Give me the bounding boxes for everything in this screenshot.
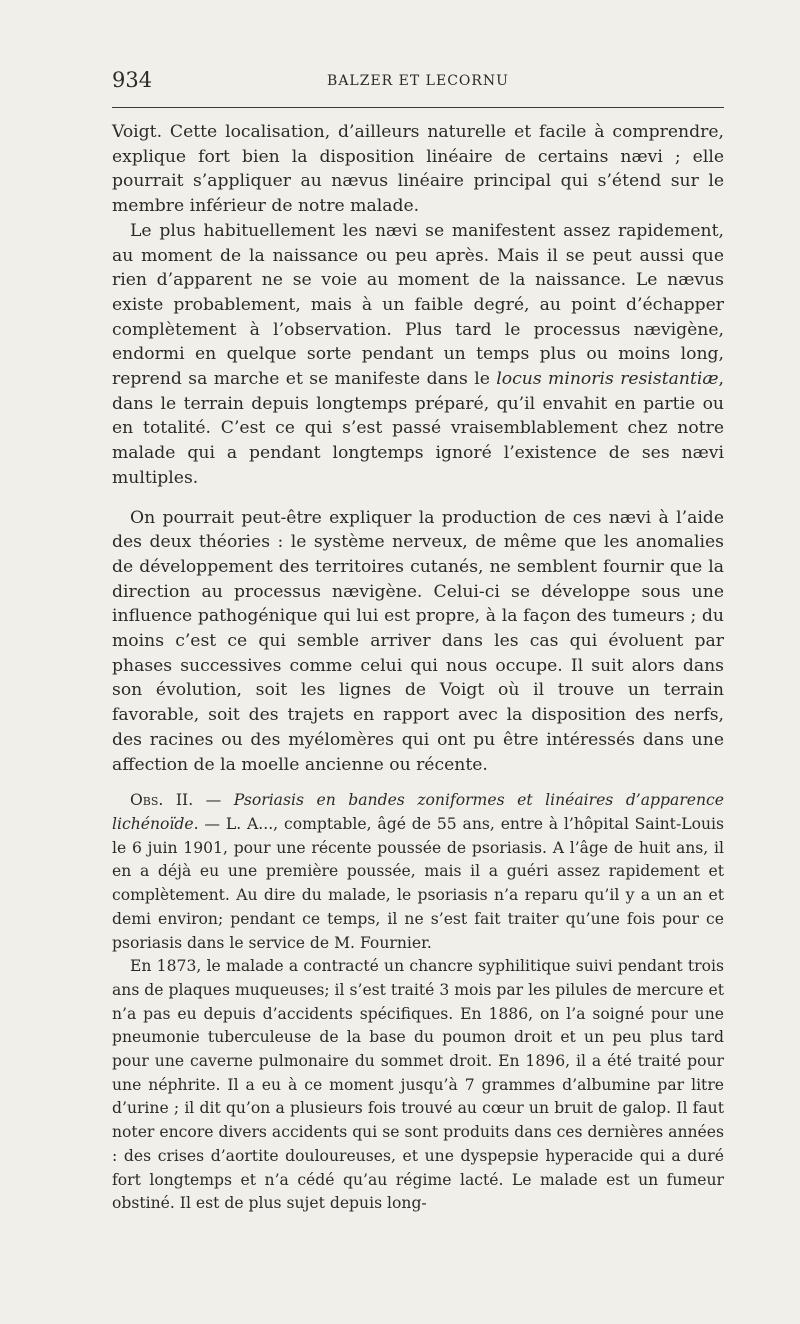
- header-rule: [112, 107, 724, 108]
- paragraph-2-part-b: , dans le terrain depuis longtemps préparé, qu’il envahit en partie ou en totalité. C’est ce qui s’est passé vraisemblablement chez notre malade qui a pendant longtemps ignoré l’existence de ses nævi multiples.: [112, 369, 724, 488]
- observation-paragraph-1: [112, 789, 724, 955]
- observation-label: Obs. II.: [130, 791, 194, 810]
- observation-text-1: — L. A..., comptable, âgé de 55 ans, entre à l’hôpital Saint-Louis le 6 juin 1901, pour une récente poussée de psoriasis. A l’âge de huit ans, il en a déjà eu une première poussée, mais il a guéri assez rapidement et complètement. Au dire du malade, le psoriasis n’a reparu qu’il y a un an et demi environ; pendant ce temps, il ne s’est fait traiter qu’une fois pour ce psoriasis dans le service de M. Fournier.: [112, 814, 724, 952]
- page-body: [112, 120, 724, 1216]
- observation-dash: —: [193, 791, 234, 810]
- running-title: BALZER ET LECORNU: [327, 73, 509, 89]
- latin-phrase: locus minoris resistantiæ: [496, 369, 719, 390]
- paragraph-2: [112, 219, 724, 491]
- observation-title: Psoriasis en bandes zoniformes et linéaires d’apparence lichénoïde.: [112, 791, 725, 833]
- paragraph-2-part-a: Le plus habituellement les nævi se manifestent assez rapidement, au moment de la naissance ou peu après. Mais il se peut aussi que rien d’apparent ne se voie au moment de la naissance. Le nævus existe probablement, mais à un faible degré, au point d’échapper complètement à l’observation. Plus tard le processus nævigène, endormi en quelque sorte pendant un temps plus ou moins long, reprend sa marche et se manifeste dans le: [112, 220, 724, 390]
- page-number: 934: [112, 68, 153, 92]
- page-header: [112, 68, 724, 98]
- paragraph-3: On pourrait peut-être expliquer la production de ces nævi à l’aide des deux théories : le système nerveux, de même que les anomalies de développement des territoires cutanés, ne semblent fournir que la direction au processus nævigène. Celui-ci se développe sous une influence pathogénique qui lui est propre, à la façon des tumeurs ; du moins c’est ce qui semble arriver dans les cas qui évoluent par phases successives comme celui qui nous occupe. Il suit alors dans son évolution, soit les lignes de Voigt où il trouve un terrain favorable, soit des trajets en rapport avec la disposition des nerfs, des racines ou des myélomères qui ont pu être intéressés dans une affection de la moelle ancienne ou récente.: [112, 507, 724, 775]
- observation-paragraph-2: En 1873, le malade a contracté un chancre syphilitique suivi pendant trois ans de plaques muqueuses; il s’est traité 3 mois par les pilules de mercure et n’a pas eu depuis d’accidents spécifiques. En 1886, on l’a soigné pour une pneumonie tuberculeuse de la base du poumon droit et un peu plus tard pour une caverne pulmonaire du sommet droit. En 1896, il a été traité pour une néphrite. Il a eu à ce moment jusqu’à 7 grammes d’albumine par litre d’urine ; il dit qu’on a plusieurs fois trouvé au cœur un bruit de galop. Il faut noter encore divers accidents qui se sont produits dans ces dernières années : des crises d’aortite douloureuses, et une dyspepsie hyperacide qui a duré fort longtemps et n’a cédé qu’au régime lacté. Le malade est un fumeur obstiné. Il est de plus sujet depuis long-: [112, 957, 724, 1213]
- paragraph-1: Voigt. Cette localisation, d’ailleurs naturelle et facile à comprendre, explique fort bien la disposition linéaire de certains nævi ; elle pourrait s’appliquer au nævus linéaire principal qui s’étend sur le membre inférieur de notre malade.: [112, 122, 724, 217]
